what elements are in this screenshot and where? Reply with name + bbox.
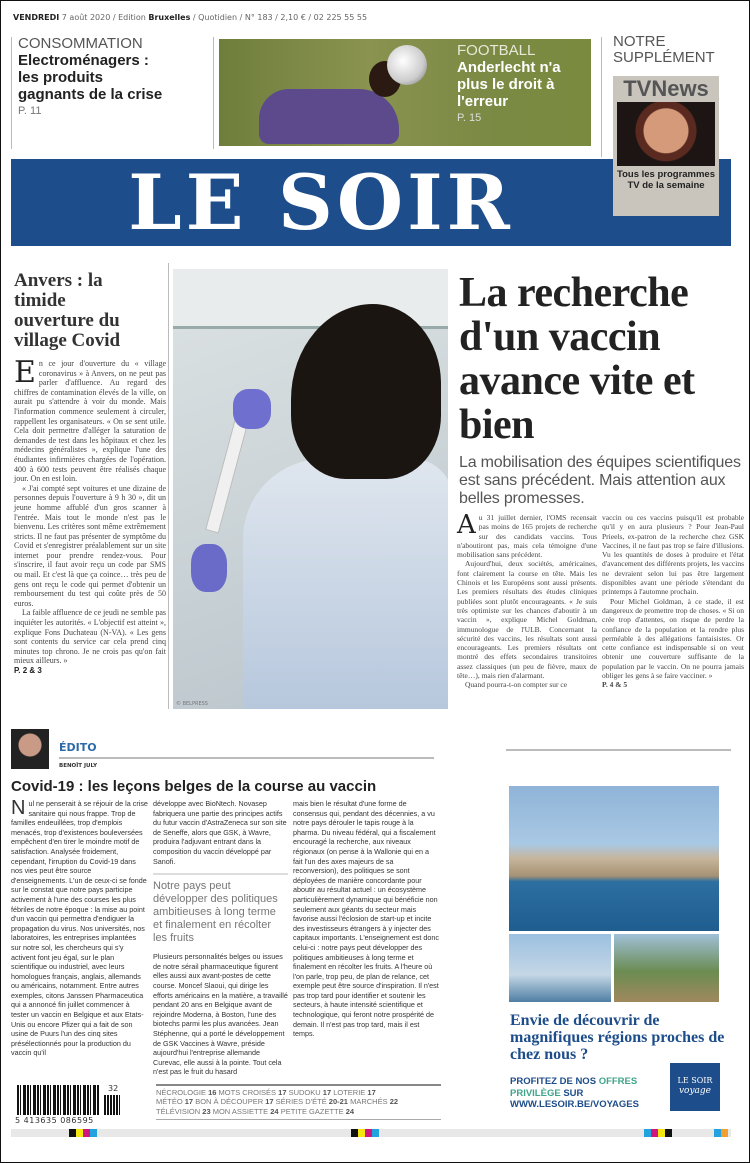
teaser-headline[interactable]: Electroménagers : les produits gagnants de la crise xyxy=(18,52,163,103)
lab-researcher-photo xyxy=(173,269,448,709)
edition: Bruxelles xyxy=(148,13,191,22)
supplement-label xyxy=(613,34,715,66)
index-page: 22 xyxy=(389,1097,399,1107)
main-subhead: La mobilisation des équipes scientifiques est sans précédent. Mais attention aux belles promesses. xyxy=(459,454,741,507)
index-page: 17 xyxy=(278,1088,287,1097)
barcode-number: 5 413635 086595 xyxy=(15,1116,94,1125)
supplement-label-2: SUPPLÉMENT xyxy=(613,49,715,66)
teaser-headline[interactable]: Anderlecht n'a plus le droit à l'erreur xyxy=(457,59,561,110)
pull-quote: Notre pays peut développer des politiques ambitieuses à long terme et finalement en récolter les fruits xyxy=(153,873,288,945)
index-entry[interactable] xyxy=(276,1097,350,1106)
divider xyxy=(168,263,169,709)
dateline: VENDREDI 7 août 2020 / Edition Bruxelles / Quotidien / N° 183 / 2,10 € / 02 225 55 55 xyxy=(13,13,368,22)
edition-label: Edition xyxy=(118,13,146,22)
index-page: 20-21 xyxy=(328,1097,348,1107)
ad-logo-text: voyage xyxy=(678,1086,712,1096)
page-ref[interactable]: P. 4 & 5 xyxy=(602,680,628,690)
edito-title[interactable]: Covid-19 : les leçons belges de la course au vaccin xyxy=(11,778,377,795)
index-label: MON ASSIETTE xyxy=(212,1106,269,1116)
ad-cta-highlight: OFFRES xyxy=(598,1076,638,1087)
page-index xyxy=(156,1084,441,1120)
date: 7 août 2020 xyxy=(61,13,111,22)
phone: 02 225 55 55 xyxy=(313,13,368,22)
main-article-col-2 xyxy=(602,513,744,690)
index-entry[interactable] xyxy=(333,1088,376,1097)
paragraph: vaccin ou ces vaccins puisqu'il est probable qu'il y en aura plusieurs ? Pour Jean-Paul Prieels, ex-patron de la recherche chez GSK Vaccines, il ne faut pas trop se faire d'illusions. Vu les quantités de doses à produire et l'état d'avancement des différents projets, les vaccins ne devraient selon lui pas être largement disponibles avant une période s'étendant du printemps à l'automne prochain. xyxy=(602,513,744,597)
tvnews-supplement[interactable] xyxy=(613,76,719,216)
index-label: LOTERIE xyxy=(333,1088,366,1097)
index-page: 24 xyxy=(270,1106,279,1116)
drop-cap: A xyxy=(457,510,476,540)
index-page: 17 xyxy=(184,1097,194,1107)
ad-cta[interactable] xyxy=(510,1076,665,1111)
index-label: SUDOKU xyxy=(288,1088,321,1097)
side-article-headline[interactable]: Anvers : la timide ouverture du village Covid xyxy=(14,270,121,351)
supplement-label-1: NOTRE xyxy=(613,33,666,50)
ad-ship-image[interactable] xyxy=(509,934,611,1002)
index-label: TÉLÉVISION xyxy=(156,1106,201,1116)
edito-col-2 xyxy=(153,799,288,1077)
ad-cta-text: PROFITEZ DE NOS xyxy=(510,1076,597,1087)
teaser-consommation[interactable] xyxy=(18,36,208,117)
edito-col-3 xyxy=(293,799,439,1039)
paragraph: Pour Michel Goldman, à ce stade, il est dangereux de promettre trop de choses. « Si on crée trop d'attentes, on risque de perdre la confiance de la population et la rendre plus perméable à des allégations fantaisistes. Or cette confiance est indispensable si on veut obtenir une couverture suffisante de la population par le vaccin. On ne pourra jamais obliger les gens à se faire vacciner. » xyxy=(602,596,744,681)
ad-cta-highlight: PRIVILÈGE xyxy=(510,1087,561,1099)
paragraph: ul ne penserait à se réjouir de la crise sanitaire qui nous frappe. Trop de familles endeuillées, trop d'emplois menacés, trop d'existences bouleversées empêchent d'en tirer le moindre motif de satisfaction. Analysée froidement, cependant, l'irruption du Covid-19 dans nos vies peut être source d'enseignements. L'un de ceux-ci se fonde sur le constat que notre pays participe activement à l'une des courses les plus fébriles de notre époque : la mise au point d'un vaccin qui permettra d'endiguer la propagation du virus. Nos universités, nos laboratoires, les entreprises implantées sur notre sol, les chercheurs qui s'y activent font jeu égal, sur le plan scientifique ou industriel, avec leurs homologues français, anglais, allemands ou américains, notamment. Entre autres exemples, citons Janssen Pharmaceutica qui a annoncé fin juillet commencer à tester un vaccin en Belgique et aux Etats-Unis ou encore Pfizer qui a fait de son usine de Puurs l'un des cinq sites présélectionnés pour la production du vaccin qu'il xyxy=(11,799,148,1058)
paragraph: « J'ai compté sept voitures et une dizaine de personnes depuis l'ouverture à 9 h 30 », dit un jeune homme affublé d'un gros scanner à l'entrée. Mais tout le monde n'est pas le bienvenu. Les critères sont même extrêmement stricts. Il ne faut pas présenter de symptôme du Covid et s'enregistrer préalablement sur un site internet pour prendre rendez-vous. Pour s'inscrire, il faut avoir reçu un code par SMS ou mail. Et c'est là que ça coince… très peu de gens ont reçu le code qui permet d'obtenir un remboursement du test qui coûte près de 50 euros. xyxy=(14,483,166,608)
ad-logo-text: LE SOIR xyxy=(677,1076,713,1085)
paragraph: u 31 juillet dernier, l'OMS recensait pas moins de 165 projets de recherche sur des candidats vaccins. Tous n'aboutiront pas, mais cela témoigne d'une mobilisation sans précédent. xyxy=(457,513,597,560)
index-page: 16 xyxy=(208,1088,217,1097)
paragraph: développe avec BioNtech. Novasep fabriquera une partie des principes actifs du futur vaccin d'AstraZeneca sur son site de Seneffe, alors que GSK, à Wavre, produira l'adjuvant entrant dans la composition du vaccin développé par Sanofi. xyxy=(153,799,287,866)
ad-headline[interactable]: Envie de découvrir de magnifiques régions proches de chez nous ? xyxy=(510,1012,725,1063)
page-ref[interactable]: P. 2 & 3 xyxy=(14,666,42,675)
barcode-issue: 32 xyxy=(108,1084,119,1093)
divider xyxy=(59,757,434,759)
photo-credit: © BELPRESS xyxy=(176,701,208,707)
index-page: 17 xyxy=(265,1097,274,1107)
divider xyxy=(506,749,731,751)
price: 2,10 € xyxy=(280,13,306,22)
le-soir-logo[interactable]: LE SOIR xyxy=(128,158,514,247)
teaser-football[interactable] xyxy=(219,39,591,146)
ad-coastal-town-image[interactable] xyxy=(509,786,719,931)
teaser-kicker: FOOTBALL xyxy=(457,42,536,59)
frequency: Quotidien xyxy=(198,13,238,22)
index-page: 17 xyxy=(367,1088,376,1097)
print-color-bar xyxy=(11,1129,731,1137)
tvnews-caption: Tous les programmes TV de la semaine xyxy=(616,169,716,191)
divider xyxy=(213,37,214,149)
index-page: 24 xyxy=(345,1106,355,1116)
paragraph: Quand pourra-t-on compter sur ce xyxy=(465,680,568,690)
day: VENDREDI xyxy=(13,13,60,22)
paragraph: mais bien le résultat d'une forme de consensus qui, pendant des décennies, a vu notre pays dérouler le tapis rouge à la pharma. Du niveau fédéral, qui a fiscalement encouragé la recherche, aux niveaux régionaux (on pense à la Wallonie qui en a fait l'un des axes majeurs de sa reconversion), des politiques se sont déployées de manière concordante pour aboutir au résultat actuel : un écosystème particulièrement dynamique qui bénéficie non seulement aux géants du secteur mais favorise aussi l'éclosion de start-up et incite des investisseurs étrangers à y injecter des capitaux importants. L'enseignement est donc celui-ci : notre pays peut développer des politiques ambitieuses à long terme et finalement en récolter les fruits. A l'heure où l'on parle, trop peu, de plan de relance, cet exemple peut être source d'inspiration. Il n'est pas trop tard pour identifier et soutenir les secteurs, à haute intensité scientifique et technologique, qui feront notre prospérité de demain. Il n'est pas trop tard, mais il est temps. xyxy=(293,799,440,1039)
side-article-body xyxy=(14,355,166,676)
teaser-page: P. 15 xyxy=(457,112,482,124)
le-soir-voyage-logo[interactable] xyxy=(670,1063,720,1111)
ad-castle-image[interactable] xyxy=(614,934,719,1002)
barcode-addon xyxy=(104,1095,120,1115)
teaser-page: P. 11 xyxy=(18,105,42,117)
paragraph: Plusieurs personnalités belges ou issues de notre sérail pharmaceutique figurent elles aussi aux avant-postes de cette course. Moncef Slaoui, qui dirige les efforts américains en la matière, a travaillé pendant 20 ans en Belgique avant de rejoindre Moderna, à Boston, l'une des biotechs parmi les plus avancées. Jean Stéphenne, qui a porté le développement de GSK Vaccines à Wavre, préside aujourd'hui l'entreprise allemande Curevac, elle aussi à la pointe. Tout cela n'est pas le fruit du hasard xyxy=(153,952,288,1077)
football-player-image xyxy=(259,89,399,144)
index-label: MARCHÉS xyxy=(350,1097,388,1107)
index-entry[interactable] xyxy=(350,1097,398,1106)
author-avatar xyxy=(11,729,49,769)
index-page: 23 xyxy=(202,1106,211,1116)
tvnews-cover-photo xyxy=(617,102,715,166)
issue-number: N° 183 xyxy=(244,13,273,22)
index-entry[interactable] xyxy=(281,1107,354,1116)
ad-cta-text: SUR xyxy=(563,1087,584,1099)
drop-cap: E xyxy=(14,355,36,390)
edito-label: ÉDITO xyxy=(59,741,97,754)
index-label: BON À DÉCOUPER xyxy=(195,1097,264,1107)
side-article xyxy=(14,271,166,676)
index-entry[interactable] xyxy=(195,1097,275,1106)
edito-author: BENOÎT JULY xyxy=(59,763,98,769)
divider xyxy=(601,37,602,157)
ad-url-link[interactable]: WWW.LESOIR.BE/VOYAGES xyxy=(510,1099,639,1110)
index-entry[interactable] xyxy=(156,1107,213,1116)
tvnews-logo: TVNews xyxy=(623,76,709,101)
paragraph: Aujourd'hui, deux sociétés, américaines, font clairement la course en tête. Mais les Chinois et les Européens sont aussi présents. Les premiers résultats des études cliniques publiées sont plutôt encourageants. « Je suis très optimiste sur les chances d'aboutir à un vaccin », explique Michel Goldman, immunologue de l'ULB. Concernant la sécurité des vaccins, les résultats sont aussi encourageants. Les premiers résultats ont montré des effets secondaires transitoires assez classiques (un peu de fièvre, maux de tête…), mais rien d'alarmant. xyxy=(457,559,597,681)
paragraph: La faible affluence de ce jeudi ne semble pas inquiéter les autorités. « L'objectif est atteint », explique Fons Duchateau (N-VA). « Les gens sont contents du service car cela prend cinq minutes top chrono. Je ne crois pas qu'on fait mieux ailleurs. » xyxy=(14,608,166,666)
index-entry[interactable] xyxy=(156,1088,219,1097)
main-headline[interactable]: La recherche d'un vaccin avance vite et bien xyxy=(459,270,695,448)
divider xyxy=(11,37,12,149)
index-entry[interactable] xyxy=(156,1097,195,1106)
index-label: NÉCROLOGIE xyxy=(156,1088,207,1097)
index-page: 17 xyxy=(322,1088,332,1097)
paragraph: n ce jour d'ouverture du « village coronavirus » à Anvers, on ne peut pas parler d'affluence. Au regard des chiffres de contamination élevés de la ville, on aurait pu s'attendre à voir du monde. Mais l'information commence seulement à circuler, rappellent les organisateurs. « On se sent utile. Cela doit permettre d'alléger la saturation de demandes de test dans les hôpitaux et chez les médecins généralistes », explique l'une des étudiantes infirmières chargées de l'opération. 400 à 600 tests peuvent être réalisés chaque jour. On en est loin. xyxy=(14,359,166,484)
drop-cap: N xyxy=(11,797,26,819)
index-label: MOTS CROISÉS xyxy=(218,1088,277,1097)
index-label: SÉRIES D'ÉTÉ xyxy=(275,1097,327,1107)
index-label: PETITE GAZETTE xyxy=(280,1106,344,1116)
football-ball-image xyxy=(387,45,427,85)
index-entry[interactable] xyxy=(219,1088,289,1097)
index-entry[interactable] xyxy=(289,1088,334,1097)
teaser-kicker: CONSOMMATION xyxy=(18,35,143,52)
main-article-col-1 xyxy=(457,510,597,690)
index-entry[interactable] xyxy=(213,1107,281,1116)
barcode xyxy=(17,1085,99,1115)
edito-col-1 xyxy=(11,799,148,1058)
index-label: MÉTÉO xyxy=(156,1097,183,1107)
